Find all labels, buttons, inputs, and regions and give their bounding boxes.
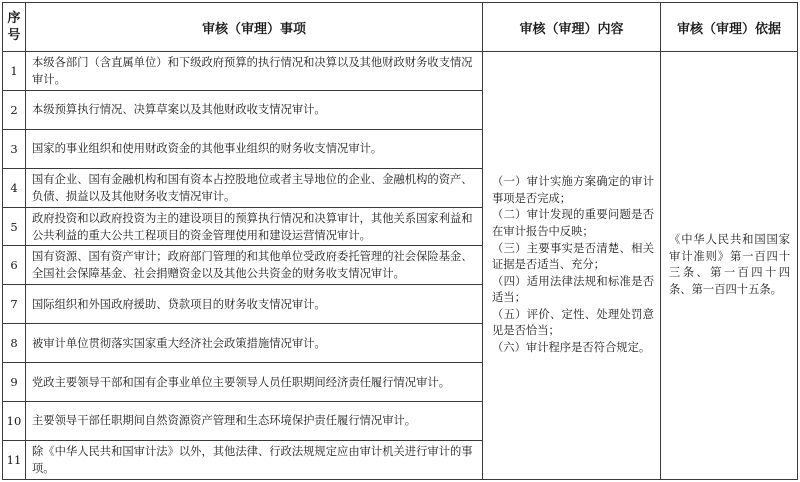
row-number: 11 bbox=[3, 440, 26, 479]
row-number: 6 bbox=[3, 246, 26, 285]
content-point: （四）适用法律法规和标准是否适当； bbox=[492, 274, 654, 305]
content-point: （一）审计实施方案确定的审计事项是否完成； bbox=[492, 175, 654, 205]
audit-table-container bbox=[2, 2, 797, 479]
row-number: 3 bbox=[3, 129, 26, 168]
row-item-text: 国家的事业组织和使用财政资金的其他事业组织的财务收支情况审计。 bbox=[26, 129, 483, 168]
row-item-text: 主要领导干部任职期间自然资源资产管理和生态环境保护责任履行情况审计。 bbox=[26, 402, 483, 441]
row-number: 4 bbox=[3, 168, 26, 207]
row-item-text: 国有资源、国有资产审计；政府部门管理的和其他单位受政府委托管理的社会保险基金、全国社会保障基金、社会捐赠资金以及其他公共资金的财务收支情况审计。 bbox=[26, 246, 483, 285]
header-content: 审核（审理）内容 bbox=[483, 3, 661, 52]
row-item-text: 本级预算执行情况、决算草案以及其他财政收支情况审计。 bbox=[26, 90, 483, 129]
table-header-row bbox=[3, 3, 798, 52]
content-point: （二）审计发现的重要问题是否在审计报告中反映； bbox=[492, 208, 654, 238]
header-item: 审核（审理）事项 bbox=[26, 3, 483, 52]
review-basis-cell: 《中华人民共和国国家审计准则》第一百四十三条、第一百四十四条、第一百四十五条。 bbox=[661, 52, 798, 480]
table-row bbox=[3, 52, 798, 91]
row-number: 9 bbox=[3, 363, 26, 402]
header-seq-label: 序号 bbox=[7, 11, 21, 43]
row-number: 5 bbox=[3, 207, 26, 246]
audit-review-table bbox=[2, 2, 798, 480]
header-basis: 审核（审理）依据 bbox=[661, 3, 798, 52]
row-item-text: 国际组织和外国政府援助、贷款项目的财务收支情况审计。 bbox=[26, 285, 483, 324]
row-item-text: 政府投资和以政府投资为主的建设项目的预算执行情况和决算审计，其他关系国家利益和公共利益的重大公共工程项目的资金管理使用和建设运营情况审计。 bbox=[26, 207, 483, 246]
content-point: （三）主要事实是否清楚、相关证据是否适当、充分； bbox=[492, 241, 654, 272]
row-item-text: 党政主要领导干部和国有企事业单位主要领导人员任职期间经济责任履行情况审计。 bbox=[26, 363, 483, 402]
row-number: 10 bbox=[3, 402, 26, 441]
review-content-cell bbox=[483, 52, 661, 480]
row-item-text: 被审计单位贯彻落实国家重大经济社会政策措施情况审计。 bbox=[26, 324, 483, 363]
row-number: 2 bbox=[3, 90, 26, 129]
row-number: 1 bbox=[3, 52, 26, 91]
content-point: （五）评价、定性、处理处罚意见是否恰当； bbox=[492, 307, 654, 338]
row-number: 7 bbox=[3, 285, 26, 324]
row-item-text: 除《中华人民共和国审计法》以外，其他法律、行政法规规定应由审计机关进行审计的事项。 bbox=[26, 440, 483, 479]
content-point: （六）审计程序是否符合规定。 bbox=[492, 341, 651, 355]
row-item-text: 国有企业、国有金融机构和国有资本占控股地位或者主导地位的企业、金融机构的资产、负债、损益以及其他财务收支情况审计。 bbox=[26, 168, 483, 207]
header-seq bbox=[3, 3, 26, 52]
row-number: 8 bbox=[3, 324, 26, 363]
row-item-text: 本级各部门（含直属单位）和下级政府预算的执行情况和决算以及其他财政财务收支情况审计。 bbox=[26, 52, 483, 91]
